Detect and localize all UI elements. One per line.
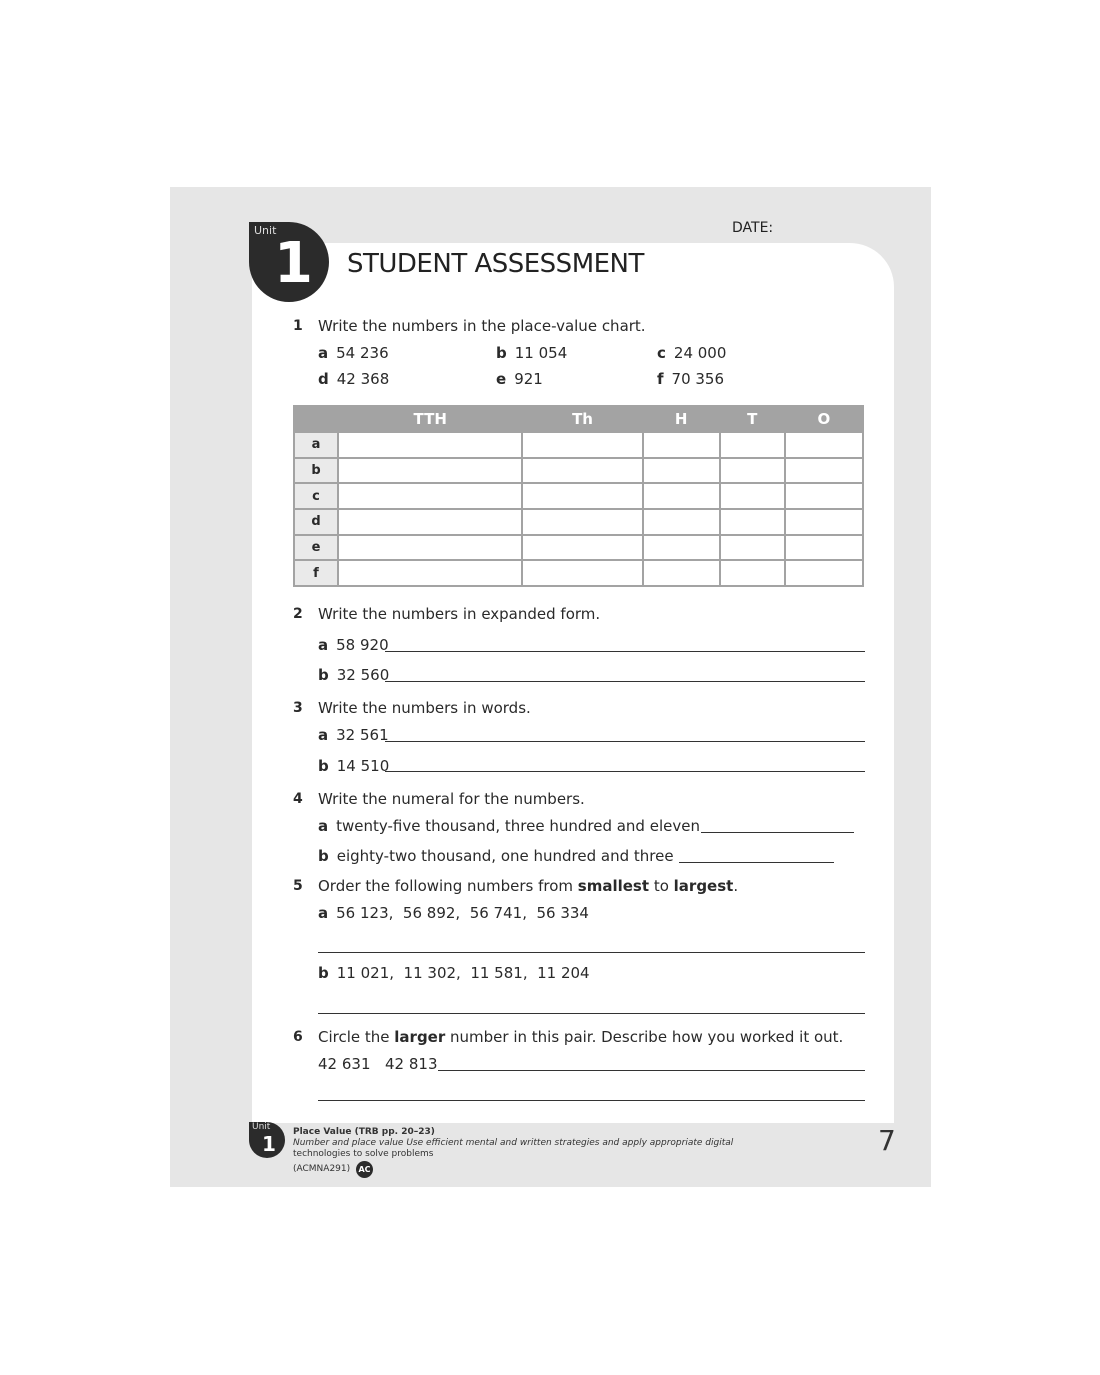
q1-item-f: f 70 356: [657, 370, 725, 388]
answer-line[interactable]: [385, 771, 865, 772]
answer-cell[interactable]: [721, 510, 784, 534]
q3-item-b: b 14 510: [318, 757, 390, 775]
table-row: [295, 484, 862, 508]
answer-line[interactable]: [385, 681, 865, 682]
answer-cell[interactable]: [339, 536, 521, 560]
question-3-number: 3: [293, 700, 303, 716]
date-label: DATE:: [732, 220, 774, 236]
question-5-prompt: Order the following numbers from smallest to largest.: [318, 877, 739, 895]
answer-line[interactable]: [385, 741, 865, 742]
question-2-prompt: Write the numbers in expanded form.: [318, 605, 601, 623]
row-label-e: e: [295, 536, 337, 560]
question-1-number: 1: [293, 318, 303, 334]
answer-line[interactable]: [385, 651, 865, 652]
answer-cell[interactable]: [644, 536, 719, 560]
col-header-t: T: [721, 407, 784, 431]
row-label-c: c: [295, 484, 337, 508]
curriculum-icon: AC: [356, 1161, 373, 1178]
answer-cell[interactable]: [644, 484, 719, 508]
row-label-a: a: [295, 433, 337, 457]
answer-cell[interactable]: [339, 459, 521, 483]
question-3-prompt: Write the numbers in words.: [318, 699, 531, 717]
footer-unit-number: 1: [262, 1132, 276, 1156]
q5-item-b: b 11 021, 11 302, 11 581, 11 204: [318, 964, 590, 982]
table-row: [295, 536, 862, 560]
answer-line[interactable]: [318, 952, 865, 953]
answer-cell[interactable]: [523, 433, 641, 457]
col-header-tth: TTH: [339, 407, 521, 431]
answer-line[interactable]: [318, 1100, 865, 1101]
row-label-f: f: [295, 561, 337, 585]
row-label-d: d: [295, 510, 337, 534]
question-2-number: 2: [293, 606, 303, 622]
answer-cell[interactable]: [339, 561, 521, 585]
unit-badge: [249, 222, 329, 302]
question-6-number: 6: [293, 1029, 303, 1045]
chart-header-row: [295, 407, 862, 431]
answer-cell[interactable]: [523, 484, 641, 508]
answer-cell[interactable]: [786, 484, 862, 508]
row-label-b: b: [295, 459, 337, 483]
q2-item-a: a 58 920: [318, 636, 389, 654]
answer-cell[interactable]: [786, 459, 862, 483]
answer-line[interactable]: [318, 1013, 865, 1014]
answer-cell[interactable]: [523, 561, 641, 585]
q4-item-a: a twenty-five thousand, three hundred and eleven: [318, 817, 700, 835]
answer-cell[interactable]: [644, 510, 719, 534]
answer-cell[interactable]: [786, 433, 862, 457]
answer-line[interactable]: [438, 1070, 865, 1071]
answer-cell[interactable]: [523, 510, 641, 534]
question-6-prompt: Circle the larger number in this pair. Describe how you worked it out.: [318, 1028, 844, 1046]
answer-cell[interactable]: [786, 561, 862, 585]
answer-line[interactable]: [701, 832, 854, 833]
q1-item-e: e 921: [496, 370, 543, 388]
q1-item-b: b 11 054: [496, 344, 568, 362]
q4-item-b: b eighty-two thousand, one hundred and three: [318, 847, 674, 865]
answer-cell[interactable]: [721, 459, 784, 483]
chart-corner: [295, 407, 337, 431]
col-header-h: H: [644, 407, 719, 431]
page-title: STUDENT ASSESSMENT: [347, 249, 644, 279]
answer-cell[interactable]: [339, 510, 521, 534]
table-row: [295, 459, 862, 483]
table-row: [295, 510, 862, 534]
answer-cell[interactable]: [721, 433, 784, 457]
page-number: 7: [878, 1124, 896, 1157]
q1-item-d: d 42 368: [318, 370, 390, 388]
q6-pair-b[interactable]: 42 813: [385, 1055, 438, 1073]
q6-pair-a[interactable]: 42 631: [318, 1055, 371, 1073]
col-header-th: Th: [523, 407, 641, 431]
answer-cell[interactable]: [721, 536, 784, 560]
footer-line-4: (ACMNA291): [293, 1164, 351, 1174]
q2-item-b: b 32 560: [318, 666, 390, 684]
footer-line-2: Number and place value Use efficient mental and written strategies and apply appropriate digital: [293, 1138, 734, 1148]
unit-number: 1: [274, 231, 313, 296]
col-header-o: O: [786, 407, 862, 431]
answer-line[interactable]: [679, 862, 834, 863]
question-4-number: 4: [293, 791, 303, 807]
table-row: [295, 433, 862, 457]
answer-cell[interactable]: [339, 484, 521, 508]
footer-line-1: Place Value (TRB pp. 20–23): [293, 1127, 435, 1137]
unit-word: Unit: [254, 224, 277, 237]
answer-cell[interactable]: [523, 459, 641, 483]
question-5-number: 5: [293, 878, 303, 894]
answer-cell[interactable]: [721, 561, 784, 585]
answer-cell[interactable]: [644, 561, 719, 585]
question-1-prompt: Write the numbers in the place-value chart.: [318, 317, 646, 335]
q1-item-a: a 54 236: [318, 344, 389, 362]
answer-cell[interactable]: [644, 459, 719, 483]
place-value-chart: [293, 405, 864, 587]
question-4-prompt: Write the numeral for the numbers.: [318, 790, 585, 808]
footer-unit-badge: [249, 1122, 285, 1158]
answer-cell[interactable]: [786, 510, 862, 534]
q1-item-c: c 24 000: [657, 344, 727, 362]
answer-cell[interactable]: [339, 433, 521, 457]
q5-item-a: a 56 123, 56 892, 56 741, 56 334: [318, 904, 589, 922]
answer-cell[interactable]: [786, 536, 862, 560]
answer-cell[interactable]: [523, 536, 641, 560]
footer-line-3: technologies to solve problems: [293, 1149, 434, 1159]
answer-cell[interactable]: [721, 484, 784, 508]
table-row: [295, 561, 862, 585]
q3-item-a: a 32 561: [318, 726, 389, 744]
footer-unit-word: Unit: [252, 1122, 271, 1132]
answer-cell[interactable]: [644, 433, 719, 457]
